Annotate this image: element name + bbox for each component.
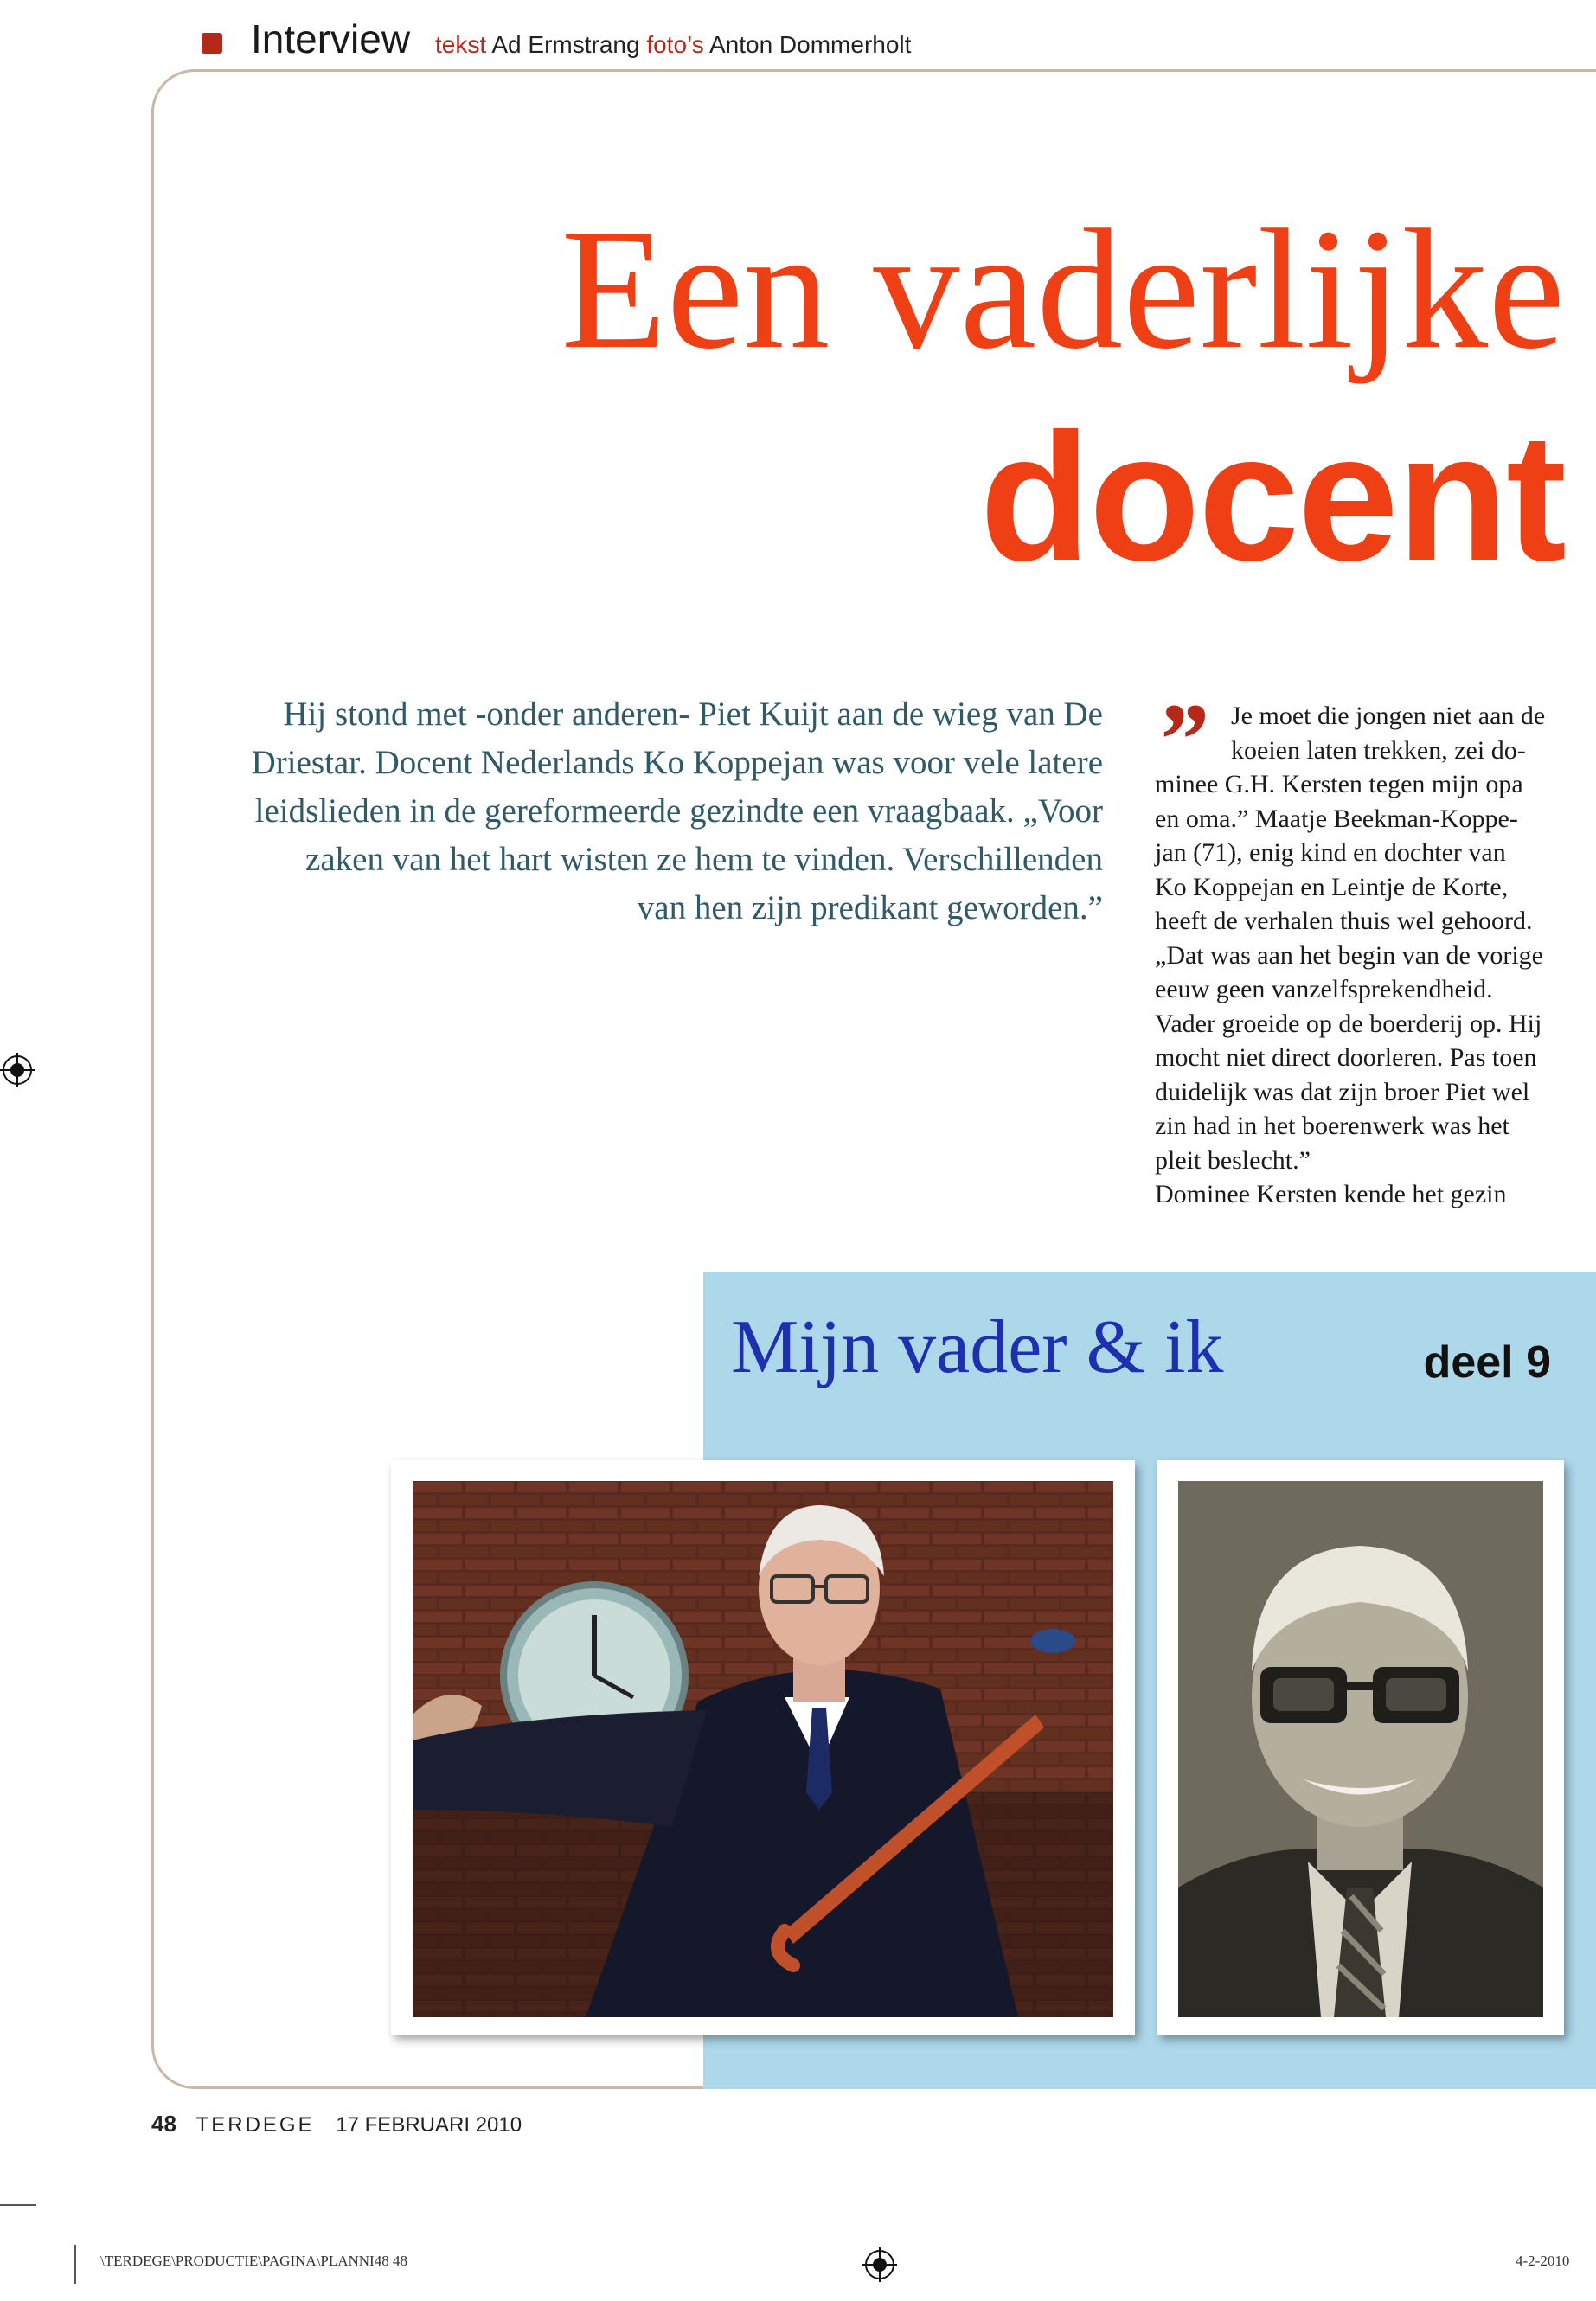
section-label: Interview xyxy=(251,16,411,61)
series-title: Mijn vader & ik xyxy=(731,1305,1224,1389)
body-line: mocht niet direct doorleren. Pas toen xyxy=(1155,1043,1537,1072)
intro-text: Hij stond met -onder anderen- Piet Kuijt aan de wieg van De Driestar. Docent Nederlands Ko Koppejan was voor vele latere leidslieden in de gereformeerde gezindte een vraagbaak. „Voor zaken van het hart wisten ze hem te vinden. Verschillenden van hen zijn predikant geworden.” xyxy=(251,695,1103,926)
body-column xyxy=(1155,699,1570,1212)
body-line: zin had in het boerenwerk was het xyxy=(1155,1112,1509,1140)
body-line: heeft de verhalen thuis wel gehoord. xyxy=(1155,907,1533,935)
body-line: eeuw geen vanzelfsprekendheid. xyxy=(1155,975,1493,1003)
intro-paragraph xyxy=(251,690,1103,933)
text-credit-label: tekst xyxy=(435,31,487,58)
body-line: Vader groeide op de boerderij op. Hij xyxy=(1155,1009,1542,1038)
body-line: Je moet die jongen niet aan de xyxy=(1231,702,1546,730)
registration-mark-bottom xyxy=(862,2247,897,2282)
print-date: 4-2-2010 xyxy=(1516,2253,1570,2269)
crop-mark xyxy=(0,2204,36,2206)
headline-line-1: Een vaderlijke xyxy=(561,194,1565,385)
photo-1-image xyxy=(413,1481,1113,2017)
quote-mark: ” xyxy=(1155,682,1207,797)
body-line: koeien laten trekken, zei do- xyxy=(1231,735,1526,765)
print-slug: \TERDEGE\PRODUCTIE\PAGINA\PLANNI48 48 xyxy=(100,2253,407,2269)
crop-mark xyxy=(74,2245,76,2284)
issue-date: 17 FEBRUARI 2010 xyxy=(336,2113,522,2137)
credits xyxy=(435,31,911,59)
body-line: pleit beslecht.” xyxy=(1155,1145,1311,1175)
photo-man-with-clock xyxy=(413,1481,1113,2017)
body-line: jan (71), enig kind en dochter van xyxy=(1155,838,1506,867)
page-footer xyxy=(151,2111,522,2138)
section-marker xyxy=(202,33,222,54)
registration-mark-left xyxy=(0,1053,35,1087)
page-number: 48 xyxy=(151,2111,176,2137)
body-line: en oma.” Maatje Beekman-Koppe- xyxy=(1155,804,1518,833)
photo-2-image xyxy=(1178,1481,1543,2017)
magazine-name: TERDEGE xyxy=(195,2113,315,2137)
photographer-name: Anton Dommerholt xyxy=(708,31,912,58)
body-line: Ko Koppejan en Leintje de Korte, xyxy=(1155,872,1509,901)
body-line: „Dat was aan het begin van de vorige xyxy=(1155,940,1543,970)
body-line: Dominee Kersten kende het gezin xyxy=(1155,1180,1507,1208)
author-name: Ad Ermstrang xyxy=(491,31,640,58)
body-line: minee G.H. Kersten tegen mijn opa xyxy=(1155,770,1523,798)
photo-credit-label: foto’s xyxy=(646,31,704,58)
photo-portrait xyxy=(1178,1481,1543,2017)
series-part: deel 9 xyxy=(1423,1337,1551,1388)
body-line: duidelijk was dat zijn broer Piet wel xyxy=(1155,1077,1530,1106)
headline-line-2: docent xyxy=(979,395,1565,599)
